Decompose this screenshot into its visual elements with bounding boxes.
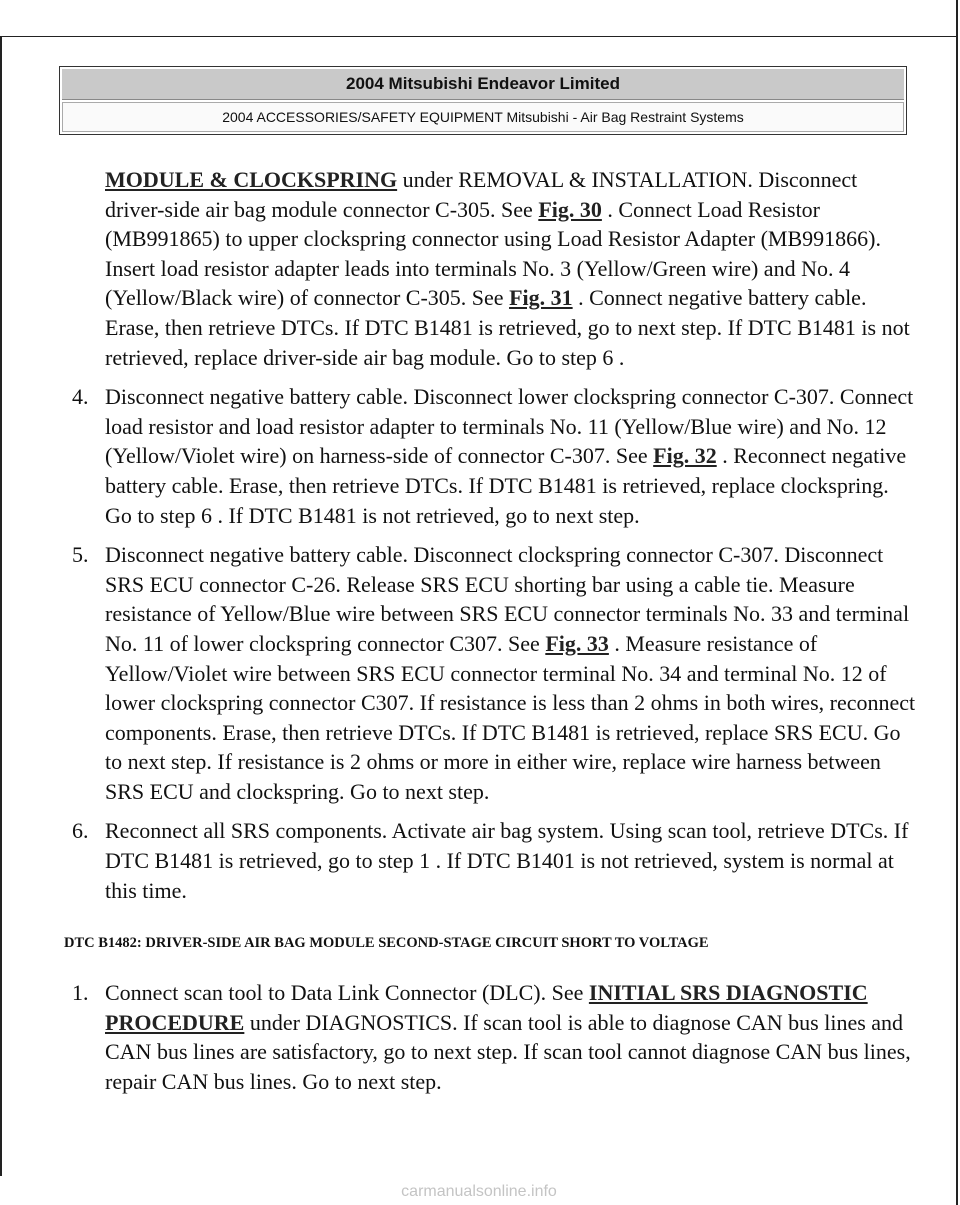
intro-paragraph (105, 165, 915, 372)
watermark: carmanualsonline.info (401, 1183, 557, 1200)
step-text-b: . Reconnect negative battery cable. Erase, then retrieve DTCs. If DTC B1481 is retrieved, replace clockspring. Go to step 6 . If DTC B1481 is not retrieved, go to next step. (105, 443, 907, 528)
section-heading: DTC B1482: DRIVER-SIDE AIR BAG MODULE SECOND-STAGE CIRCUIT SHORT TO VOLTAGE (64, 935, 709, 952)
fig-31-link[interactable]: Fig. 31 (509, 285, 573, 311)
step-text-b: under DIAGNOSTICS. If scan tool is able to diagnose CAN bus lines and CAN bus lines are satisfactory, go to next step. If scan tool cannot diagnose CAN bus lines, repair CAN bus lines. Go to next step. (105, 1009, 911, 1095)
fig-30-link[interactable]: Fig. 30 (538, 196, 602, 222)
fig-33-link[interactable]: Fig. 33 (545, 630, 609, 656)
step-number: 5. (72, 542, 89, 568)
step-number: 6. (72, 818, 89, 844)
intro-text-1: under REMOVAL & INSTALLATION. Disconnect driver-side air bag module connector C-305. See (105, 167, 858, 222)
intro-text-2: . Connect Load Resistor (MB991865) to upper clockspring connector using Load Resistor Adapter (MB991866). Insert load resistor adapter leads into terminals No. 3 (Yellow/Green wire) and No. 4 (Yellow/Black wire) of connector C-305. See (105, 196, 881, 311)
step-4 (72, 382, 916, 530)
document-body (0, 165, 958, 1097)
step-text-a: Disconnect negative battery cable. Disconnect clockspring connector C-307. Disconnect SRS ECU connector C-26. Release SRS ECU shorting bar using a cable tie. Measure resistance of Yellow/Blue wire between SRS ECU connector terminals No. 33 and terminal No. 11 of lower clockspring connector C307. See (105, 542, 910, 656)
step-text-b: . Measure resistance of Yellow/Violet wire between SRS ECU connector terminal No. 34 and terminal No. 12 of lower clockspring connector C307. If resistance is less than 2 ohms in both wires, reconnect components. Erase, then retrieve DTCs. If DTC B1481 is retrieved, replace SRS ECU. Go to next step. If resistance is 2 ohms or more in either wire, replace wire harness between SRS ECU and clockspring. Go to next step. (105, 630, 916, 804)
step-text: Reconnect all SRS components. Activate air bag system. Using scan tool, retrieve DTCs. If DTC B1481 is retrieved, go to step 1 . If DTC B1401 is not retrieved, system is normal at this time. (105, 818, 909, 903)
step-text-a: Connect scan tool to Data Link Connector (DLC). See (105, 980, 589, 1006)
intro-text-3: . Connect negative battery cable. Erase, then retrieve DTCs. If DTC B1481 is retrieved, go to next step. If DTC B1481 is not retrieved, replace driver-side air bag module. Go to step 6 . (105, 285, 910, 370)
step-5 (72, 540, 916, 806)
step-text (105, 540, 916, 806)
fig-32-link[interactable]: Fig. 32 (653, 443, 717, 469)
module-clockspring-link[interactable]: MODULE & CLOCKSPRING (105, 167, 398, 192)
step-6 (72, 816, 916, 905)
document-title: 2004 Mitsubishi Endeavor Limited (62, 69, 904, 100)
initial-srs-diagnostic-procedure-link[interactable]: INITIAL SRS DIAGNOSTIC PROCEDURE (105, 980, 868, 1035)
section-steps (0, 978, 958, 1096)
step-text-a: Disconnect negative battery cable. Disconnect lower clockspring connector C-307. Connect load resistor and load resistor adapter to terminals No. 11 (Yellow/Blue wire) and No. 12 (Yellow/Violet wire) on harness-side of connector C-307. See (105, 384, 914, 469)
step-1 (72, 978, 916, 1096)
step-number: 4. (72, 384, 89, 410)
document-header (59, 66, 907, 135)
document-subtitle: 2004 ACCESSORIES/SAFETY EQUIPMENT Mitsubishi - Air Bag Restraint Systems (62, 102, 904, 132)
step-number: 1. (72, 980, 89, 1006)
step-text (105, 978, 916, 1096)
step-text (105, 382, 916, 530)
page-frame-top (0, 36, 958, 37)
